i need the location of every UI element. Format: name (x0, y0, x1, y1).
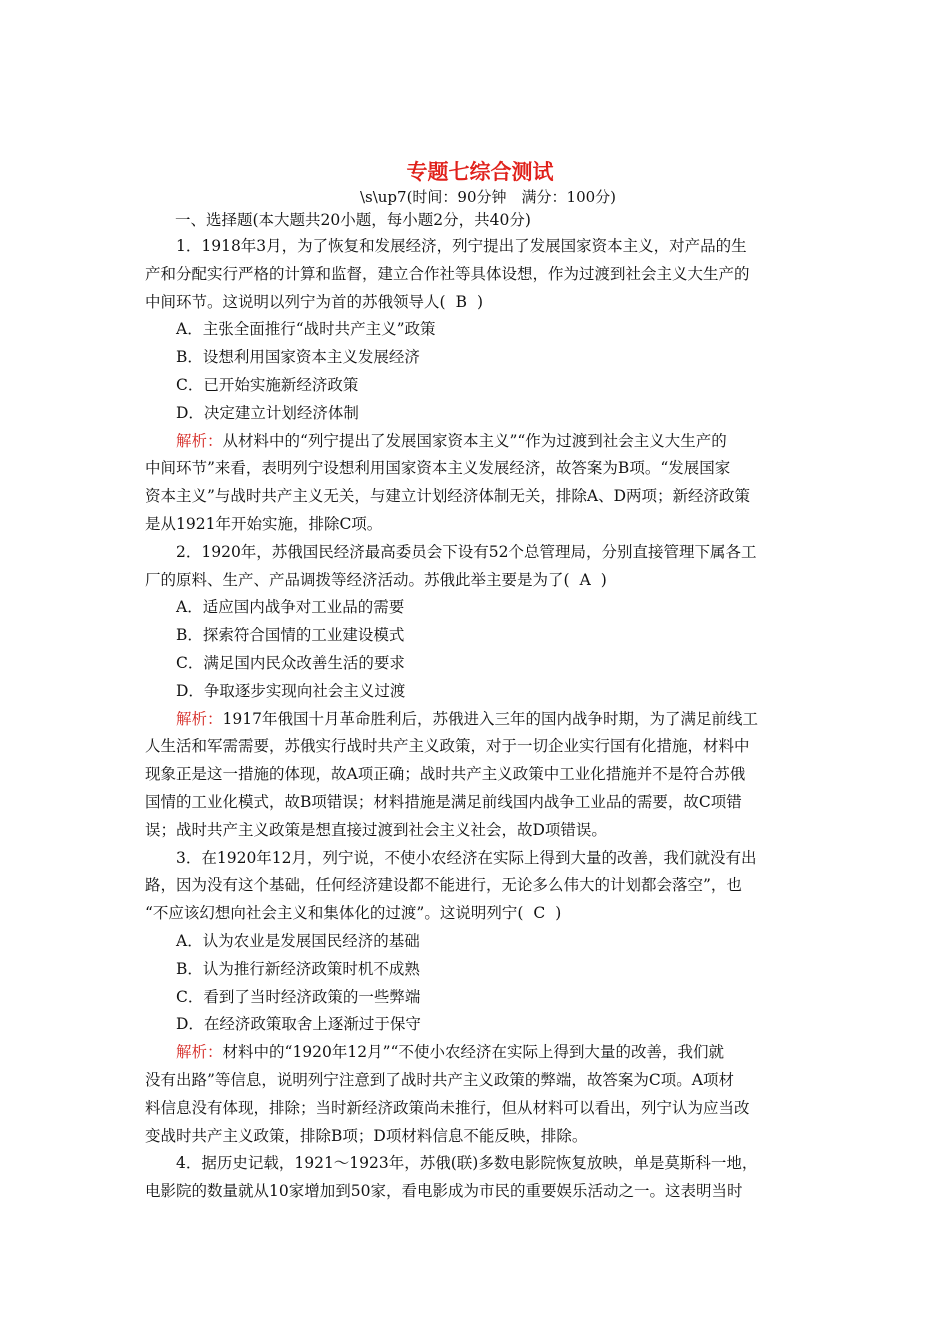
question-1-analysis-text: 从材料中的“列宁提出了发展国家资本主义”“作为过渡到社会主义大生产的 (222, 431, 727, 450)
question-3-answer: C (533, 904, 546, 923)
question-1-analysis-line: 资本主义”与战时共产主义无关，与建立计划经济体制无关，排除A、D两项；新经济政策 (145, 487, 751, 506)
question-1-option-a: A．主张全面推行“战时共产主义”政策 (176, 320, 436, 339)
question-3 (145, 845, 807, 1151)
question-1-analysis-first (145, 428, 807, 456)
question-2-answer: A (579, 570, 591, 589)
question-2-analysis-line: 现象正是这一措施的体现，故A项正确；战时共产主义政策中工业化措施并不是符合苏俄 (145, 765, 746, 784)
question-1-option-d: D．决定建立计划经济体制 (176, 403, 359, 422)
question-2-analysis-text: 1917年俄国十月革命胜利后，苏俄进入三年的国内战争时期，为了满足前线工 (222, 709, 758, 728)
document-page (145, 155, 807, 1206)
question-2-analysis-line: 误；战时共产主义政策是想直接过渡到社会主义社会，故D项错误。 (145, 820, 607, 839)
section-header: 一、选择题(本大题共20小题，每小题2分，共40分) (175, 211, 531, 229)
analysis-label: 解析： (176, 1043, 223, 1062)
analysis-label: 解析： (176, 709, 223, 728)
question-3-stem-text: “不应该幻想向社会主义和集体化的过渡”。这说明列宁( (145, 904, 524, 923)
question-1-stem-line: 1．1918年3月，为了恢复和发展经济，列宁提出了发展国家资本主义，对产品的生 (176, 237, 747, 255)
question-3-close-paren: ) (555, 904, 562, 923)
question-2-analysis-first (145, 706, 807, 734)
question-1-stem-text: 中间环节。这说明以列宁为首的苏俄领导人( (145, 292, 446, 311)
question-3-analysis-line: 料信息没有体现，排除；当时新经济政策尚未推行，但从材料可以看出，列宁认为应当改 (145, 1098, 750, 1117)
question-1-analysis-line: 中间环节”来看，表明列宁设想利用国家资本主义发展经济，故答案为B项。“发展国家 (145, 459, 731, 478)
question-1-stem-last (145, 289, 807, 317)
question-3-option-d: D．在经济政策取舍上逐渐过于保守 (176, 1015, 421, 1034)
exam-time-score: \s\up7(时间：90分钟 满分：100分) (359, 188, 617, 206)
question-2-stem-text: 厂的原料、生产、产品调拨等经济活动。苏俄此举主要是为了( (145, 570, 570, 589)
question-2-stem-last (145, 567, 807, 595)
question-1-stem-line: 产和分配实行严格的计算和监督，建立合作社等具体设想，作为过渡到社会主义大生产的 (145, 264, 750, 283)
question-2-stem-line: 2．1920年，苏俄国民经济最高委员会下设有52个总管理局，分别直接管理下属各工 (176, 542, 757, 561)
question-1-option-b: B．设想利用国家资本主义发展经济 (176, 348, 420, 367)
question-2-option-a: A．适应国内战争对工业品的需要 (176, 598, 405, 617)
question-3-analysis-line: 变战时共产主义政策，排除B项；D项材料信息不能反映，排除。 (145, 1126, 588, 1145)
question-2 (145, 539, 807, 845)
question-4 (145, 1150, 807, 1206)
question-4-stem-line: 4．据历史记载，1921～1923年，苏俄(联)多数电影院恢复放映，单是莫斯科一地， (176, 1154, 758, 1173)
document-title: 专题七综合测试 (406, 159, 554, 184)
question-2-analysis-line: 人生活和军需需要，苏俄实行战时共产主义政策，对于一切企业实行国有化措施，材料中 (145, 737, 750, 756)
question-2-option-b: B．探索符合国情的工业建设模式 (176, 626, 405, 645)
question-3-stem-last (145, 900, 807, 928)
question-1-analysis-line: 是从1921年开始实施，排除C项。 (145, 514, 383, 533)
question-1-close-paren: ) (476, 292, 484, 311)
question-3-option-a: A．认为农业是发展国民经济的基础 (176, 931, 420, 950)
question-2-option-c: C．满足国内民众改善生活的要求 (176, 653, 405, 672)
question-2-analysis-line: 国情的工业化模式，故B项错误；材料措施是满足前线国内战争工业品的需要，故C项错 (145, 792, 742, 811)
question-3-stem-line: 路，因为没有这个基础，任何经济建设都不能进行，无论多么伟大的计划都会落空”，也 (145, 876, 742, 895)
question-1 (145, 233, 807, 539)
question-3-analysis-text: 材料中的“1920年12月”“不使小农经济在实际上得到大量的改善，我们就 (222, 1043, 724, 1062)
analysis-label: 解析： (176, 431, 223, 450)
question-3-option-c: C．看到了当时经济政策的一些弊端 (176, 987, 421, 1006)
question-2-option-d: D．争取逐步实现向社会主义过渡 (176, 681, 406, 700)
question-1-answer: B (455, 292, 467, 311)
question-3-analysis-line: 没有出路”等信息，说明列宁注意到了战时共产主义政策的弊端，故答案为C项。A项材 (145, 1070, 734, 1089)
question-2-close-paren: ) (600, 570, 607, 589)
question-4-stem-line: 电影院的数量就从10家增加到50家，看电影成为市民的重要娱乐活动之一。这表明当时 (145, 1182, 743, 1201)
question-3-option-b: B．认为推行新经济政策时机不成熟 (176, 959, 420, 978)
question-3-analysis-first (145, 1039, 807, 1067)
question-1-option-c: C．已开始实施新经济政策 (176, 375, 359, 394)
question-3-stem-line: 3．在1920年12月，列宁说，不使小农经济在实际上得到大量的改善，我们就没有出 (176, 848, 757, 867)
